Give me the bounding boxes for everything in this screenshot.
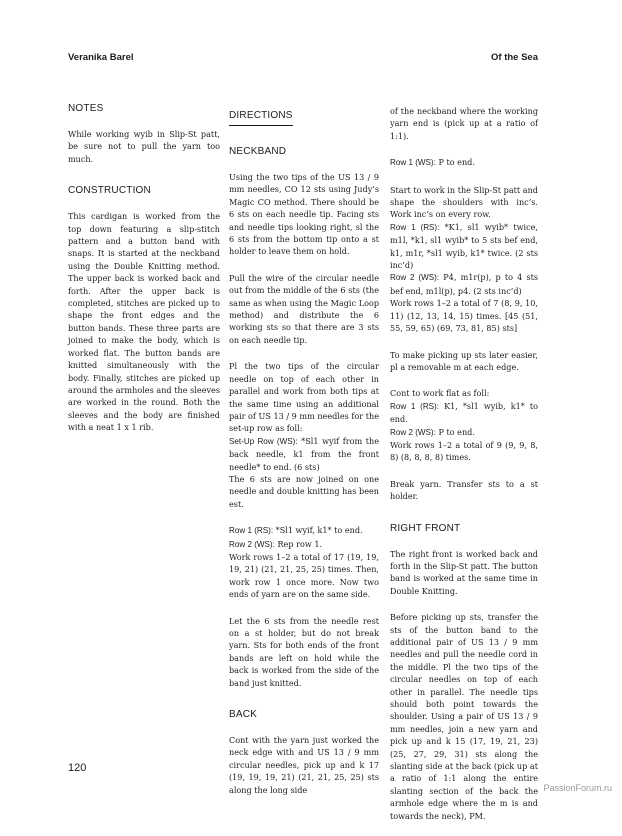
row-1-rs [229, 524, 379, 537]
back-row-1-ws-label: Row 1 (WS): [390, 158, 436, 168]
setup-row-text: *Sl1 wyif from the back needle, k1 from the front needle* to end. (6 sts) [229, 435, 379, 472]
neckband-paragraph-5: Work rows 1–2 a total of 17 (19, 19, 19, 21) (21, 21, 25, 25) times. Then, work row 1 once more. Now two ends of yarn are on the same side. [229, 551, 379, 600]
back-flat-row-1-label: Row 1 (RS): [390, 401, 440, 411]
right-front-paragraph-2: Before picking up sts, transfer the sts of the button band to the additional pair of US 13 / 9 mm needles and pull the needle cord in the middle. Pl the two tips of the circular needles on top of each other in parallel. The needle tips should both point towards the shoulder. Using a pair of US 13 / 9 mm needles, join a new yarn and pick up and k 15 (17, 19, 21, 23) (25, 27, 29, 31) sts along the slanting side at the back (pick up at a ratio of 1:1 along the entire slanting section of the back the armhole edge where the m is and towards the neck), PM. [390, 612, 538, 821]
back-flat-row-2-text: P to end. [438, 426, 475, 437]
row-2-text: Rep row 1. [277, 538, 323, 549]
back-paragraph-8: Break yarn. Transfer sts to a st holder. [390, 478, 538, 502]
construction-text: This cardigan is worked from the top down featuring a slip-stitch pattern and a button band with snaps. It is started at the neckband using the Double Knitting method. The upper back is worked back and forth. After the upper back is completed, stitches are picked up to shape the front edges and the button bands. These three parts are joined to make the body, which is worked flat. The button bands are knitted simultaneously with the body. Finally, stitches are picked up around the armholes and the sleeves are worked in the round. Both the sleeves and the body are finished with a neat 1 x 1 rib. [68, 211, 220, 433]
row-2-ws [229, 538, 379, 551]
right-front-paragraph-1: The right front is worked back and forth in the Slip-St patt. The button band is worked at the same time in Double Knitting. [390, 548, 538, 596]
right-front-heading: RIGHT FRONT [390, 522, 461, 534]
row-1-text: *Sl1 wyif, k1* to end. [275, 525, 363, 536]
back-paragraph-4: Work rows 1–2 a total of 7 (8, 9, 10, 11) (12, 13, 14, 15) times. [45 (51, 55, 59, 65) (69, 73, 81, 85) sts] [390, 298, 538, 334]
setup-row-label: Set-Up Row (WS): [229, 436, 298, 446]
column-3 [390, 105, 538, 836]
back-heading: BACK [229, 709, 258, 721]
back-row-1-ws-text: P to end. [438, 157, 475, 168]
neckband-heading: NECKBAND [229, 146, 287, 157]
back-flat-row-2 [390, 426, 538, 439]
page-number: 120 [68, 762, 87, 774]
back-row-1-ws [390, 156, 538, 169]
neckband-paragraph-6: Let the 6 sts from the needle rest on a st holder, but do not break yarn. Sts for both ends of the front bands are left on hold while the back is worked from the side of the band just knitted. [229, 615, 379, 688]
back-paragraph-3: Start to work in the Slip-St patt and shape the shoulders with inc’s. Work inc’s on every row. [390, 184, 538, 220]
back-row-2-ws-label: Row 2 (WS): [390, 273, 440, 283]
back-flat-row-2-label: Row 2 (WS): [390, 427, 436, 437]
back-paragraph-7: Work rows 1–2 a total of 9 (9, 9, 8, 8) (8, 8, 8, 8) times. [390, 439, 538, 463]
back-flat-row-1-text: K1, *sl1 wyib, k1* to end. [390, 400, 538, 425]
pattern-title: Of the Sea [491, 52, 538, 63]
neckband-paragraph-1: Using the two tips of the US 13 / 9 mm needles, CO 12 sts using Judy’s Magic CO method. There should be 6 sts on each needle tip. Facing sts and needle tips looking right, sl the 6 sts from the bottom tip onto a st holder to leave them on hold. [229, 172, 379, 257]
row-2-label: Row 2 (WS): [229, 539, 275, 549]
back-paragraph-6: Cont to work flat as foll: [390, 388, 490, 399]
directions-heading: DIRECTIONS [229, 110, 293, 126]
construction-heading: CONSTRUCTION [68, 185, 151, 197]
neckband-paragraph-2: Pull the wire of the circular needle out from the middle of the 6 sts (the same as when using the Magic Loop method) and distribute the 6 working sts so that there are 3 sts on each needle tip. [229, 272, 379, 345]
row-1-label: Row 1 (RS): [229, 526, 274, 536]
neckband-paragraph-4: The 6 sts are now joined on one needle and double knitting has been est. [229, 473, 379, 509]
back-row-2-ws-text: P4, m1r(p), p to 4 sts bef end, m1l(p), p4. (2 sts inc’d) [390, 272, 539, 296]
back-row-1-rs-text: *K1, sl1 wyib* twice, m1l, *k1, sl1 wyib* to 5 sts bef end, k1, m1r, *sl1 wyib, k1* twice. (2 sts inc’d) [390, 221, 538, 271]
notes-heading: NOTES [68, 103, 104, 114]
back-paragraph-2: of the neckband where the working yarn end is (pick up at a ratio of 1:1). [390, 106, 538, 141]
neckband-paragraph-3: Pl the two tips of the circular needle on top of each other in parallel and work from both tips at the same time using an additional pair of US 13 / 9 mm needles for the set-up row as foll: [229, 361, 379, 434]
back-flat-row-1 [390, 400, 538, 426]
back-paragraph-1: Cont with the yarn just worked the neck edge with and US 13 / 9 mm circular needles, pick up and k 17 (19, 19, 19, 21) (21, 21, 25, 25) sts along the long side [229, 735, 379, 795]
author-name: Veranika Barel [68, 52, 134, 63]
notes-text: While working wyib in Slip-St patt, be sure not to pull the yarn too much. [68, 129, 220, 164]
watermark: PassionForum.ru [543, 783, 612, 793]
back-row-2-ws [390, 271, 538, 297]
back-row-1-rs [390, 221, 538, 272]
setup-row [229, 435, 379, 473]
column-2 [229, 103, 379, 810]
back-paragraph-5: To make picking up sts later easier, pl a removable m at each edge. [390, 349, 538, 372]
column-1 [68, 103, 220, 448]
back-row-1-rs-label: Row 1 (RS): [390, 222, 440, 232]
